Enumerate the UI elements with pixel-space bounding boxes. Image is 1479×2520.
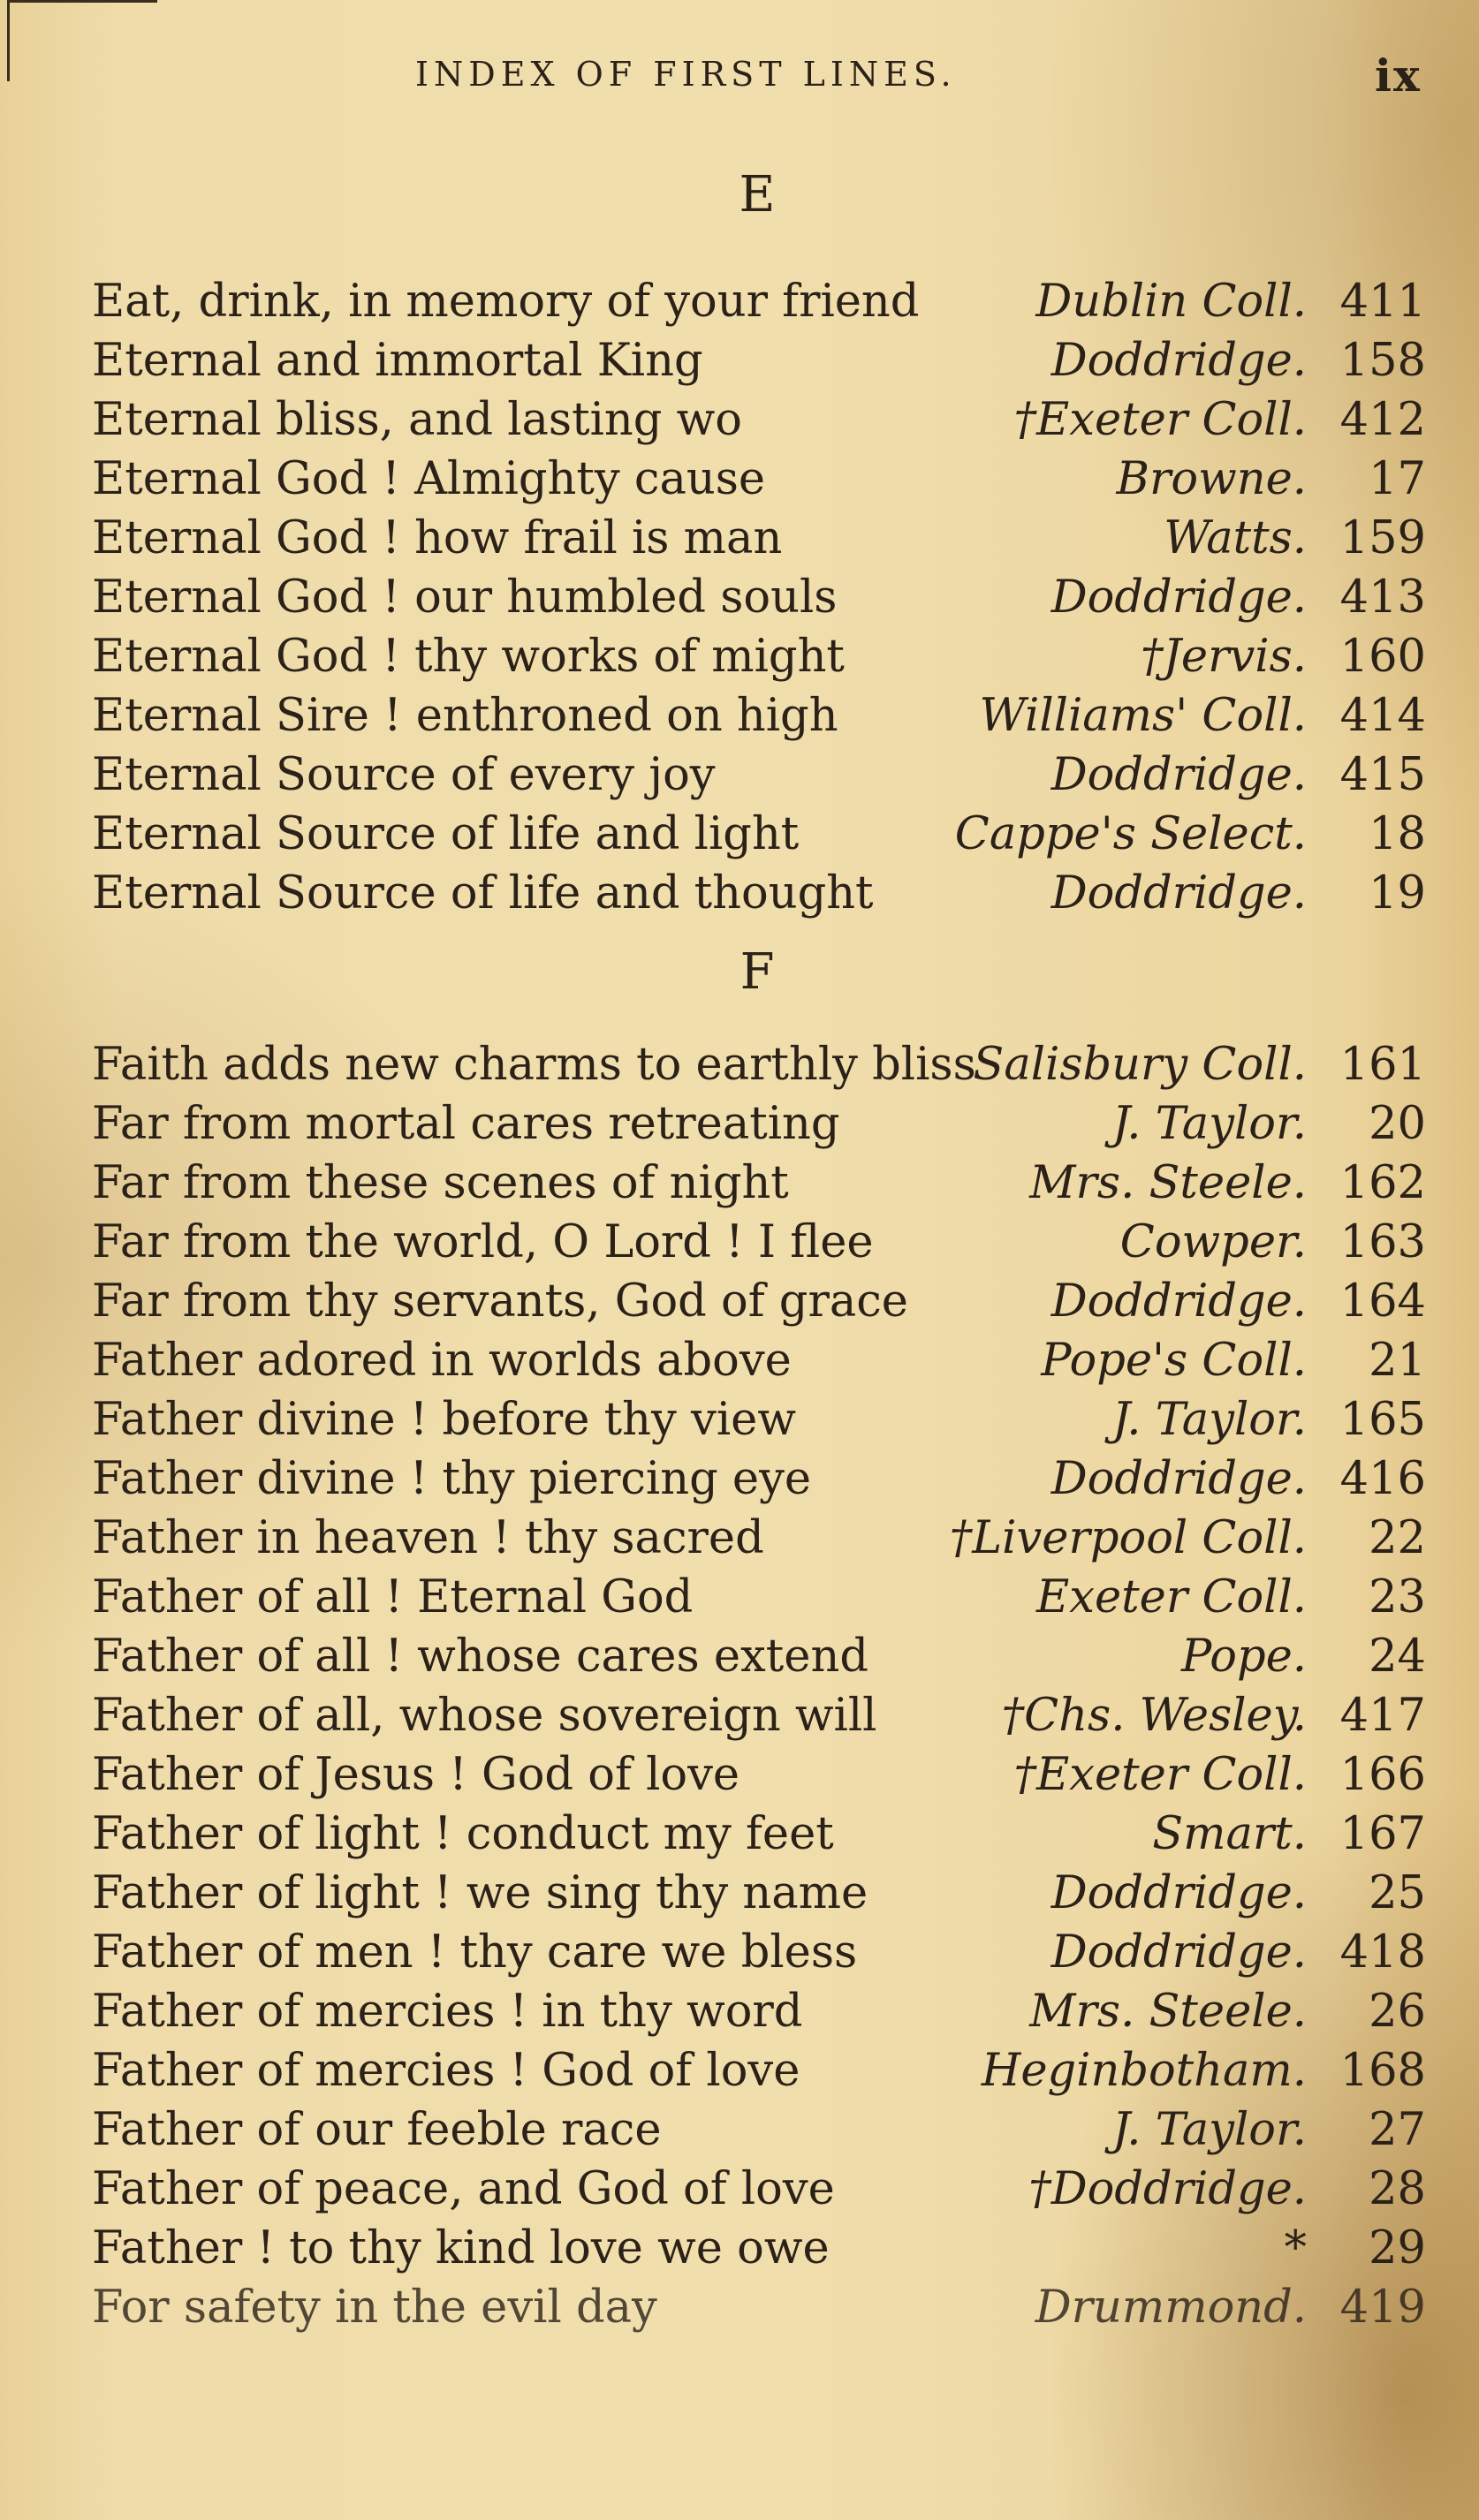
hymn-number: 418 <box>1339 1926 1426 1979</box>
author-source: Smart. <box>1152 1808 1307 1860</box>
author-source: Doddridge. <box>1050 749 1307 801</box>
first-line-text: Father of all ! whose cares extend <box>92 1631 868 1683</box>
first-line-text: Far from the world, O Lord ! I flee <box>92 1216 874 1268</box>
first-line-text: Eternal God ! Almighty cause <box>92 453 766 505</box>
hymn-number: 415 <box>1339 749 1426 801</box>
index-entry <box>92 805 1426 864</box>
first-line-text: Father in heaven ! thy sacred <box>92 1512 764 1564</box>
first-line-text: Father of mercies ! in thy word <box>92 1986 803 2038</box>
index-entry <box>92 1982 1426 2041</box>
index-entry <box>92 2041 1426 2100</box>
first-line-text: Eternal Source of life and thought <box>92 867 874 919</box>
hymn-number: 413 <box>1339 571 1426 624</box>
author-source: Drummond. <box>1035 2282 1307 2334</box>
author-source: Mrs. Steele. <box>1029 1157 1307 1209</box>
author-source: †Chs. Wesley. <box>1001 1690 1307 1742</box>
first-line-text: Father of peace, and God of love <box>92 2163 835 2215</box>
hymn-number: 165 <box>1339 1394 1426 1446</box>
hymn-number: 22 <box>1369 1512 1426 1564</box>
author-source: Watts. <box>1164 512 1307 564</box>
first-line-text: Far from mortal cares retreating <box>92 1098 840 1150</box>
author-source: Doddridge. <box>1050 571 1307 624</box>
index-entry <box>92 1686 1426 1745</box>
hymn-number: 164 <box>1339 1275 1426 1328</box>
first-line-text: Eternal and immortal King <box>92 335 703 387</box>
first-line-text: Father of mercies ! God of love <box>92 2045 800 2097</box>
hymn-number: 411 <box>1339 276 1426 328</box>
author-source: †Exeter Coll. <box>1013 1749 1307 1801</box>
hymn-number: 416 <box>1339 1453 1426 1505</box>
index-entry <box>92 1094 1426 1154</box>
index-entry <box>92 1449 1426 1509</box>
index-entry <box>92 2219 1426 2278</box>
index-entry <box>92 1568 1426 1627</box>
hymn-number: 163 <box>1339 1216 1426 1268</box>
first-line-text: Father ! to thy kind love we owe <box>92 2222 830 2274</box>
index-entry <box>92 1923 1426 1982</box>
page-title: INDEX OF FIRST LINES. <box>415 55 957 94</box>
index-entry <box>92 1331 1426 1390</box>
index-entry <box>92 2278 1426 2337</box>
hymn-number: 24 <box>1369 1631 1426 1683</box>
hymn-number: 167 <box>1339 1808 1426 1860</box>
index-entry <box>92 1627 1426 1686</box>
hymn-number: 20 <box>1369 1098 1426 1150</box>
index-entry <box>92 509 1426 568</box>
index-entry <box>92 1154 1426 1213</box>
hymn-number: 166 <box>1339 1749 1426 1801</box>
hymn-number: 23 <box>1369 1571 1426 1623</box>
index-entry <box>92 1864 1426 1923</box>
first-line-text: Eternal Source of life and light <box>92 808 800 860</box>
hymn-number: 161 <box>1339 1039 1426 1091</box>
author-source: Doddridge. <box>1050 1867 1307 1919</box>
author-source: Browne. <box>1116 453 1307 505</box>
index-entry <box>92 864 1426 923</box>
index-entry <box>92 1035 1426 1094</box>
first-line-text: Eat, drink, in memory of your friend <box>92 276 920 328</box>
section-e-entries <box>92 272 1426 923</box>
first-line-text: Father of men ! thy care we bless <box>92 1926 858 1979</box>
running-head <box>0 49 1479 108</box>
author-source: Cowper. <box>1119 1216 1307 1268</box>
first-line-text: Father of all ! Eternal God <box>92 1571 694 1623</box>
first-line-text: Father of light ! conduct my feet <box>92 1808 834 1860</box>
author-source: †Doddridge. <box>1028 2163 1307 2215</box>
author-source: Salisbury Coll. <box>973 1039 1307 1091</box>
hymn-number: 168 <box>1339 2045 1426 2097</box>
hymn-number: 18 <box>1369 808 1426 860</box>
first-line-text: Far from thy servants, God of grace <box>92 1275 908 1328</box>
first-line-text: Father of light ! we sing thy name <box>92 1867 868 1919</box>
first-line-text: For safety in the evil day <box>92 2282 657 2334</box>
hymn-number: 26 <box>1369 1986 1426 2038</box>
first-line-text: Eternal God ! how frail is man <box>92 512 783 564</box>
index-entry <box>92 686 1426 745</box>
first-line-text: Father divine ! before thy view <box>92 1394 796 1446</box>
index-entry <box>92 1390 1426 1449</box>
index-entry <box>92 390 1426 450</box>
hymn-number: 412 <box>1339 394 1426 446</box>
hymn-number: 417 <box>1339 1690 1426 1742</box>
author-source: †Liverpool Coll. <box>949 1512 1307 1564</box>
first-line-text: Father adored in worlds above <box>92 1335 792 1387</box>
index-entry <box>92 745 1426 805</box>
author-source: Doddridge. <box>1050 867 1307 919</box>
index-entry <box>92 272 1426 331</box>
hymn-number: 27 <box>1369 2104 1426 2156</box>
author-source: Pope's Coll. <box>1041 1335 1307 1387</box>
index-entry <box>92 1509 1426 1568</box>
index-entry <box>92 1213 1426 1272</box>
author-source: Dublin Coll. <box>1035 276 1307 328</box>
first-line-text: Eternal God ! thy works of might <box>92 631 845 683</box>
author-source: Doddridge. <box>1050 1926 1307 1979</box>
hymn-number: 29 <box>1369 2222 1426 2274</box>
first-line-text: Eternal Sire ! enthroned on high <box>92 690 838 742</box>
first-line-text: Father of all, whose sovereign will <box>92 1690 877 1742</box>
author-source: †Exeter Coll. <box>1013 394 1307 446</box>
first-line-text: Eternal bliss, and lasting wo <box>92 394 742 446</box>
hymn-number: 25 <box>1369 1867 1426 1919</box>
hymn-number: 21 <box>1369 1335 1426 1387</box>
section-f-entries <box>92 1035 1426 2337</box>
index-entry <box>92 2160 1426 2219</box>
author-source: Heginbotham. <box>981 2045 1307 2097</box>
author-source: Mrs. Steele. <box>1029 1986 1307 2038</box>
author-source: †Jervis. <box>1140 631 1307 683</box>
author-source: Williams' Coll. <box>979 690 1307 742</box>
author-source: Doddridge. <box>1050 1453 1307 1505</box>
hymn-number: 160 <box>1339 631 1426 683</box>
first-line-text: Father of our feeble race <box>92 2104 662 2156</box>
first-line-text: Father divine ! thy piercing eye <box>92 1453 812 1505</box>
author-source: J. Taylor. <box>1111 1394 1307 1446</box>
index-entry <box>92 2100 1426 2160</box>
author-source: J. Taylor. <box>1111 2104 1307 2156</box>
index-entry <box>92 331 1426 390</box>
author-source: * <box>1284 2222 1307 2274</box>
first-line-text: Far from these scenes of night <box>92 1157 789 1209</box>
first-line-text: Father of Jesus ! God of love <box>92 1749 740 1801</box>
first-line-text: Eternal Source of every joy <box>92 749 716 801</box>
section-letter-f: F <box>740 943 775 1001</box>
index-entry <box>92 568 1426 627</box>
section-letter-e: E <box>739 166 776 223</box>
index-entry <box>92 1272 1426 1331</box>
hymn-number: 162 <box>1339 1157 1426 1209</box>
top-border-rule <box>7 0 157 3</box>
author-source: Cappe's Select. <box>954 808 1307 860</box>
index-entry <box>92 450 1426 509</box>
page-number: ix <box>1375 49 1422 102</box>
hymn-number: 17 <box>1369 453 1426 505</box>
first-line-text: Faith adds new charms to earthly bliss <box>92 1039 976 1091</box>
author-source: J. Taylor. <box>1111 1098 1307 1150</box>
author-source: Doddridge. <box>1050 1275 1307 1328</box>
hymn-number: 28 <box>1369 2163 1426 2215</box>
hymn-number: 19 <box>1369 867 1426 919</box>
index-entry <box>92 1805 1426 1864</box>
author-source: Exeter Coll. <box>1036 1571 1307 1623</box>
hymn-number: 159 <box>1339 512 1426 564</box>
hymn-number: 158 <box>1339 335 1426 387</box>
hymn-number: 414 <box>1339 690 1426 742</box>
index-entry <box>92 627 1426 686</box>
first-line-text: Eternal God ! our humbled souls <box>92 571 838 624</box>
author-source: Pope. <box>1181 1631 1307 1683</box>
hymn-number: 419 <box>1339 2282 1426 2334</box>
author-source: Doddridge. <box>1050 335 1307 387</box>
index-entry <box>92 1745 1426 1805</box>
